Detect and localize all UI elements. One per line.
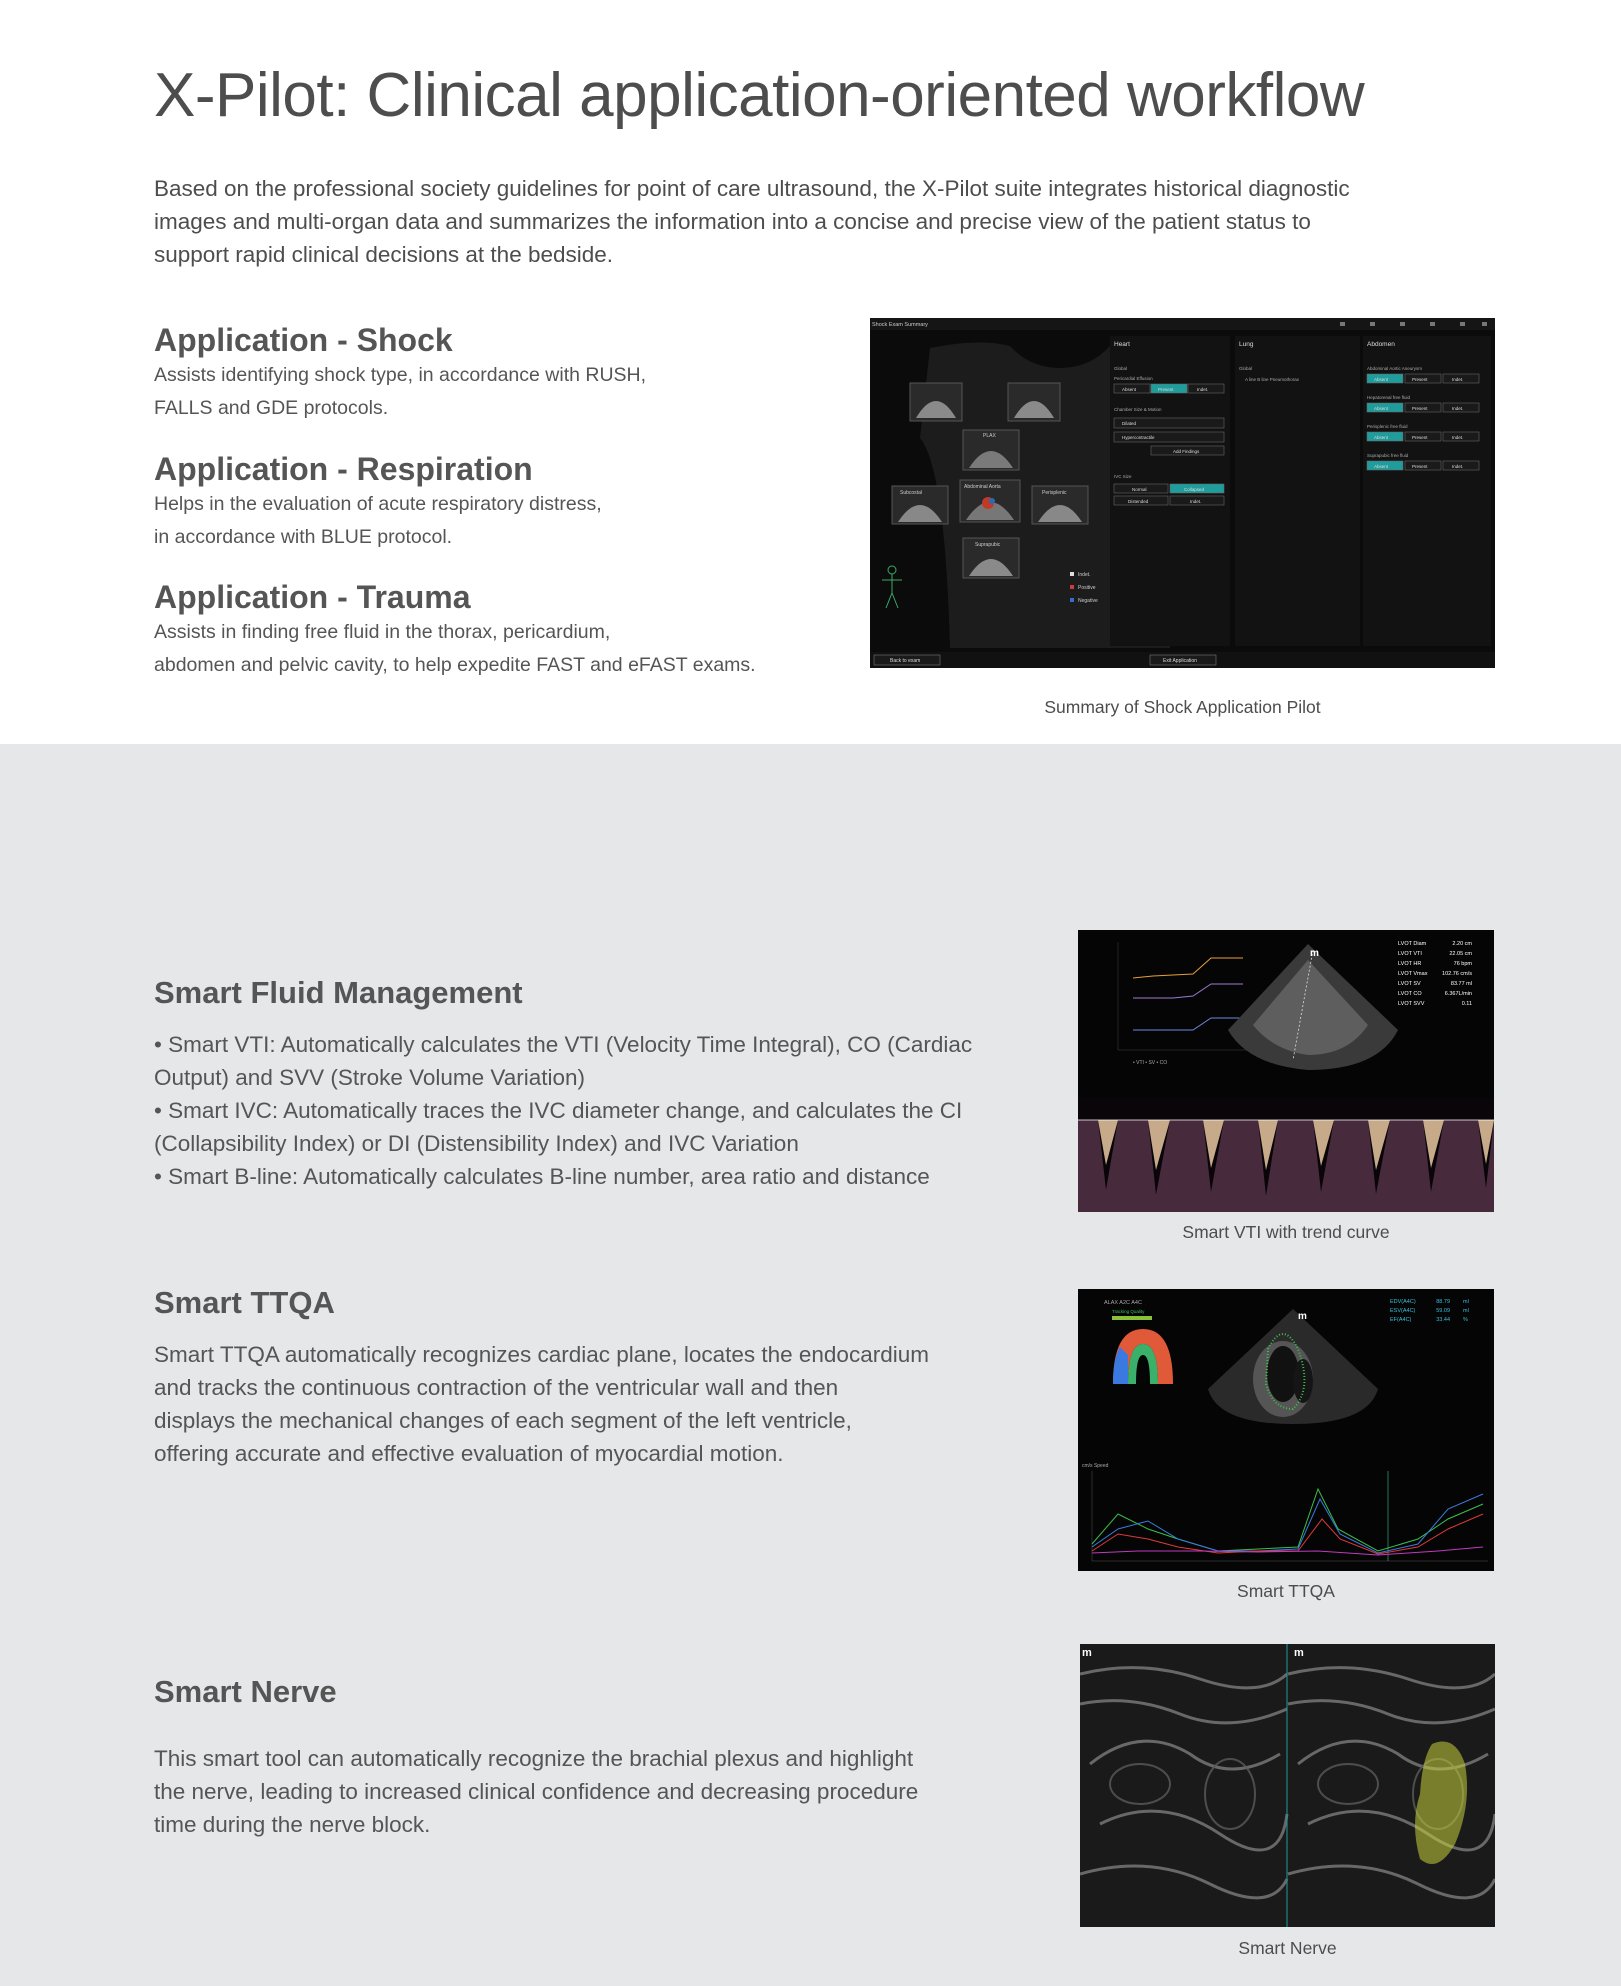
svg-text:A line B line Pneumothorax: A line B line Pneumothorax — [1245, 377, 1300, 382]
svg-text:%: % — [1463, 1317, 1468, 1323]
svg-text:ml: ml — [1463, 1308, 1469, 1314]
nerve-caption: Smart Nerve — [1238, 1938, 1337, 1958]
text-line: time during the nerve block. — [154, 1812, 431, 1837]
m-marker: m — [1310, 948, 1319, 959]
intro-line: images and multi-organ data and summarizes the information into a concise and precise view of the patient status to — [154, 209, 1311, 234]
top-section — [0, 0, 1621, 744]
svg-text:Absent: Absent — [1374, 377, 1389, 382]
text-line: offering accurate and effective evaluation of myocardial motion. — [154, 1441, 784, 1466]
svg-text:Present: Present — [1412, 406, 1428, 411]
application-text: Helps in the evaluation of acute respiratory distress, — [154, 493, 602, 515]
svg-text:LVOT Vmax: LVOT Vmax — [1398, 971, 1428, 977]
perisplenic-label: Perisplenic — [1042, 490, 1067, 496]
svg-text:LVOT SV: LVOT SV — [1398, 981, 1421, 987]
application-text: abdomen and pelvic cavity, to help expedite FAST and eFAST exams. — [154, 654, 756, 676]
legend-negative: Negative — [1078, 598, 1098, 604]
vti-legend: • VTI • SV • CO — [1133, 1060, 1168, 1066]
application-respiration — [154, 451, 834, 554]
intro-line: Based on the professional society guidelines for point of care ultrasound, the X-Pilot suite integrates historical diagnostic — [154, 176, 1350, 201]
svg-text:Global: Global — [1239, 366, 1253, 371]
page-title: X-Pilot: Clinical application-oriented workflow — [154, 61, 1365, 130]
tracking-quality: Tracking Quality — [1112, 1309, 1145, 1314]
svg-text:EDV(A4C): EDV(A4C) — [1390, 1299, 1416, 1305]
application-title: Application - Respiration — [154, 451, 533, 487]
lung-header: Lung — [1239, 341, 1254, 348]
svg-text:Indet.: Indet. — [1452, 377, 1464, 382]
svg-text:Global: Global — [1114, 366, 1128, 371]
abdomen-header: Abdomen — [1367, 341, 1395, 348]
shock-caption: Summary of Shock Application Pilot — [1044, 697, 1321, 717]
svg-text:Indet.: Indet. — [1452, 435, 1464, 440]
svg-text:ml: ml — [1463, 1299, 1469, 1305]
svg-text:6.367L/min: 6.367L/min — [1444, 991, 1472, 997]
shock-summary-image — [870, 318, 1495, 668]
svg-text:LVOT VTI: LVOT VTI — [1398, 951, 1422, 957]
svg-text:Pericardial Effusion: Pericardial Effusion — [1114, 376, 1153, 381]
text-line: • Smart B-line: Automatically calculates B-line number, area ratio and distance — [154, 1164, 930, 1189]
svg-text:Indet.: Indet. — [1197, 387, 1209, 392]
text-line: and tracks the continuous contraction of the ventricular wall and then — [154, 1375, 839, 1400]
section-text-fluid — [154, 1028, 1014, 1193]
svg-text:Perisplenic free fluid: Perisplenic free fluid — [1367, 424, 1408, 429]
application-text: Assists identifying shock type, in accordance with RUSH, — [154, 364, 647, 386]
svg-text:Hepatorenal free fluid: Hepatorenal free fluid — [1367, 395, 1411, 400]
svg-text:Distended: Distended — [1128, 499, 1149, 504]
bottom-section — [0, 744, 1621, 1986]
smart-ttqa-image — [1078, 1289, 1494, 1571]
svg-text:Absent: Absent — [1122, 387, 1137, 392]
svg-text:102.76 cm/s: 102.76 cm/s — [1442, 971, 1472, 977]
m-marker: m — [1294, 1647, 1304, 1659]
suprapubic-label: Suprapubic — [975, 542, 1001, 548]
smart-vti-image — [1078, 930, 1494, 1212]
legend-positive: Positive — [1078, 585, 1096, 591]
intro-paragraph — [154, 172, 1534, 271]
application-shock — [154, 322, 834, 425]
exit-application-button: Exit Application — [1163, 658, 1197, 664]
ttqa-views: ALAX A2C A4C — [1104, 1300, 1142, 1306]
application-trauma — [154, 579, 854, 682]
svg-text:Indet.: Indet. — [1452, 406, 1464, 411]
svg-text:LVOT CO: LVOT CO — [1398, 991, 1422, 997]
svg-text:88.79: 88.79 — [1436, 1299, 1450, 1305]
application-title: Application - Shock — [154, 322, 453, 358]
plax-label: PLAX — [983, 433, 996, 439]
svg-text:LVOT HR: LVOT HR — [1398, 961, 1422, 967]
svg-text:Absent: Absent — [1374, 406, 1389, 411]
svg-text:83.77 ml: 83.77 ml — [1450, 981, 1472, 987]
svg-text:Indet.: Indet. — [1190, 499, 1202, 504]
text-line: the nerve, leading to increased clinical confidence and decreasing procedure — [154, 1779, 919, 1804]
section-text-ttqa — [154, 1338, 1014, 1470]
application-text: in accordance with BLUE protocol. — [154, 526, 453, 548]
svg-text:Abdominal Aortic Aneurysm: Abdominal Aortic Aneurysm — [1367, 366, 1423, 371]
section-text-nerve — [154, 1742, 1014, 1841]
m-marker: m — [1082, 1647, 1092, 1659]
ttqa-caption: Smart TTQA — [1237, 1581, 1335, 1601]
svg-text:IVC Size: IVC Size — [1114, 474, 1132, 479]
svg-text:Absent: Absent — [1374, 435, 1389, 440]
text-line: displays the mechanical changes of each segment of the left ventricle, — [154, 1408, 852, 1433]
svg-text:Present: Present — [1412, 435, 1428, 440]
svg-text:LVOT SVV: LVOT SVV — [1398, 1001, 1425, 1007]
text-line: Output) and SVV (Stroke Volume Variation) — [154, 1065, 586, 1090]
svg-text:Hypercontractile: Hypercontractile — [1122, 435, 1155, 440]
vti-caption: Smart VTI with trend curve — [1182, 1222, 1390, 1242]
back-to-exam-button: Back to exam — [890, 658, 921, 664]
application-text: FALLS and GDE protocols. — [154, 397, 389, 419]
text-line: (Collapsibility Index) or DI (Distensibility Index) and IVC Variation — [154, 1131, 799, 1156]
svg-text:Indet.: Indet. — [1452, 464, 1464, 469]
svg-text:2.20 cm: 2.20 cm — [1452, 941, 1472, 947]
svg-text:Present: Present — [1158, 387, 1174, 392]
ttqa-units: cm/s Speed — [1082, 1463, 1109, 1469]
section-title-nerve: Smart Nerve — [154, 1674, 337, 1709]
svg-text:Absent: Absent — [1374, 464, 1389, 469]
intro-line: support rapid clinical decisions at the bedside. — [154, 242, 614, 267]
svg-text:76 bpm: 76 bpm — [1453, 961, 1472, 967]
svg-text:Collapsed: Collapsed — [1184, 487, 1205, 492]
text-line: • Smart VTI: Automatically calculates the VTI (Velocity Time Integral), CO (Cardiac — [154, 1032, 973, 1057]
svg-text:Add Findings: Add Findings — [1173, 449, 1200, 454]
shock-window-title: Shock Exam Summary — [872, 322, 928, 328]
smart-nerve-image — [1080, 1644, 1495, 1927]
svg-text:EF(A4C): EF(A4C) — [1390, 1317, 1412, 1323]
section-title-ttqa: Smart TTQA — [154, 1285, 335, 1320]
svg-text:Present: Present — [1412, 377, 1428, 382]
section-title-fluid: Smart Fluid Management — [154, 975, 523, 1010]
svg-text:22.05 cm: 22.05 cm — [1449, 951, 1472, 957]
text-line: • Smart IVC: Automatically traces the IVC diameter change, and calculates the CI — [154, 1098, 963, 1123]
application-text: Assists in finding free fluid in the thorax, pericardium, — [154, 621, 611, 643]
svg-text:Chamber Size & Motion: Chamber Size & Motion — [1114, 407, 1162, 412]
application-title: Application - Trauma — [154, 579, 471, 615]
heart-header: Heart — [1114, 341, 1130, 348]
svg-text:LVOT Diam: LVOT Diam — [1398, 941, 1427, 947]
svg-text:Normal: Normal — [1132, 487, 1147, 492]
abdominal-aorta-label: Abdominal Aorta — [964, 484, 1001, 490]
m-marker: m — [1298, 1311, 1307, 1322]
svg-text:Dilated: Dilated — [1122, 421, 1137, 426]
text-line: Smart TTQA automatically recognizes cardiac plane, locates the endocardium — [154, 1342, 929, 1367]
text-line: This smart tool can automatically recognize the brachial plexus and highlight — [154, 1746, 914, 1771]
svg-text:33.44: 33.44 — [1436, 1317, 1450, 1323]
svg-text:ESV(A4C): ESV(A4C) — [1390, 1308, 1416, 1314]
subcostal-label: Subcostal — [900, 490, 922, 496]
legend-indet: Indet. — [1078, 572, 1091, 578]
svg-text:0.11: 0.11 — [1461, 1001, 1472, 1007]
svg-text:Suprapubic free fluid: Suprapubic free fluid — [1367, 453, 1409, 458]
svg-text:59.09: 59.09 — [1436, 1308, 1450, 1314]
svg-text:Present: Present — [1412, 464, 1428, 469]
